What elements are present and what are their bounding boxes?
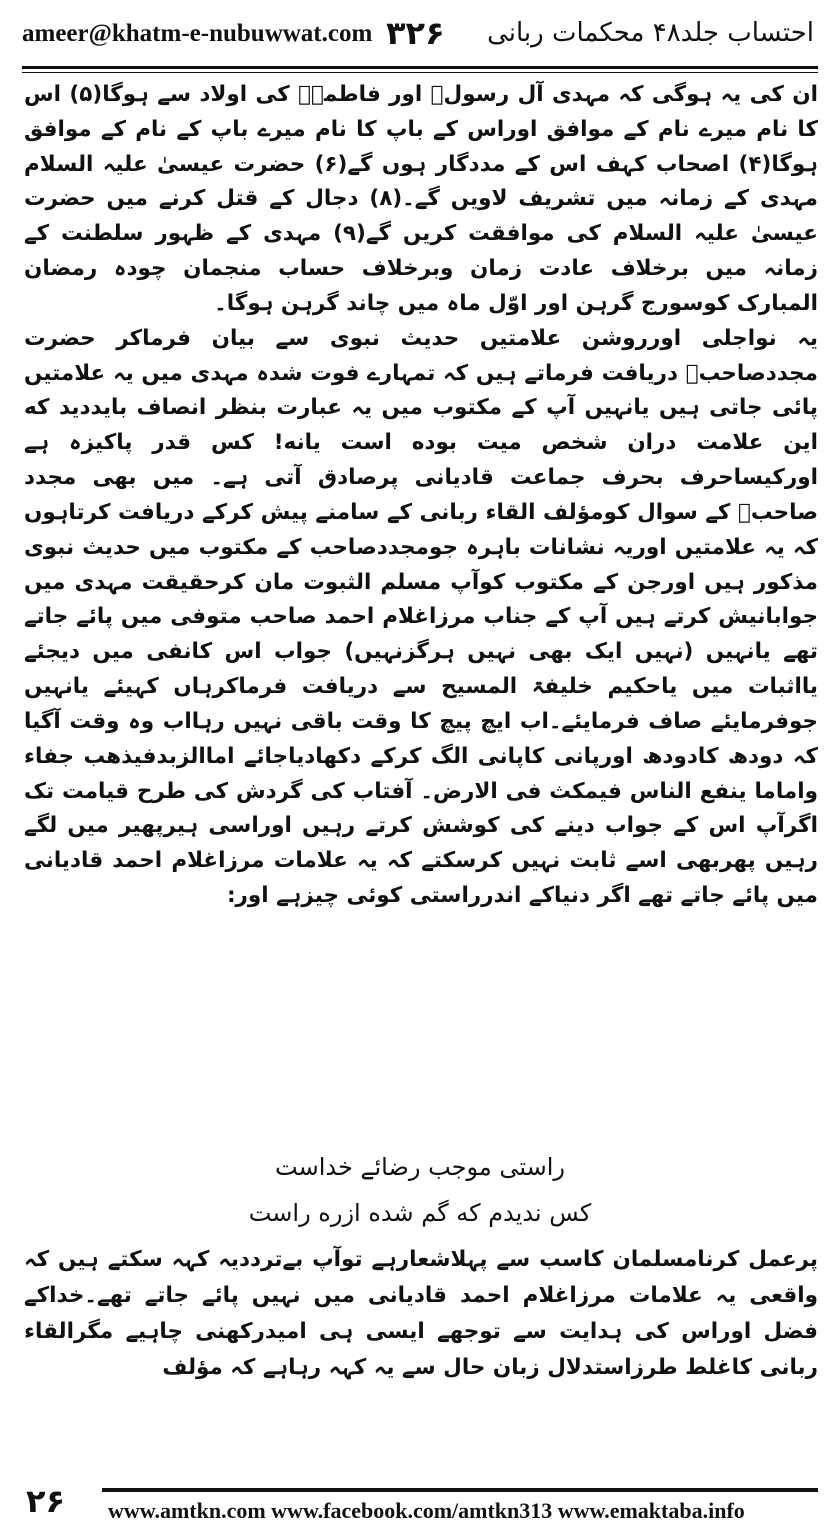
verse-couplet [0,1144,840,1236]
header-book-title: احتساب جلد۴۸ محکمات ربانی [487,18,814,48]
page-header [22,14,818,64]
header-page-number: ۳۲۶ [386,14,445,52]
paragraph-1: ان کی یہ ہوگی کہ مہدی آل رسولؐ اور فاطمہؓ کی اولاد سے ہوگا(۵) اس کا نام میرے نام کے موافق اوراس کے باپ کا نام میرے باپ کے نام کے موافق ہوگا(۴) اصحاب کہف اس کے مددگار ہوں گے(۶) حضرت عیسیٰ علیہ السلام مہدی کے زمانہ میں تشریف لاویں گے۔(۸) دجال کے قتل کرنے میں حضرت عیسیٰ علیہ السلام کی موافقت کریں گے(۹) مہدی کے ظہور سلطنت کے زمانہ میں برخلاف عادت زمان وبرخلاف حساب منجمان چودہ رمضان المبارک کوسورج گرہن اور اوّل ماہ میں چاند گرہن ہوگا۔ [24,82,818,316]
page-footer [22,1482,818,1528]
paragraph-3-text: کس قدر پاکیزہ ہے اورکیساحرف بحرف جماعت قادیانی پرصادق آتی ہے۔ میں بھی مجدد صاحبؒ کے سوال کومؤلف القاء ربانی کے سامنے پیش کرکے دریافت کرتاہوں کہ یہ علامتیں اوریہ نشانات باہرہ جومجددصاحب کے مکتوب میں حدیث نبوی مذکور ہیں اورجن کے مکتوب کوآپ مسلم الثبوت مان کرحقیقت مہدی میں جوابانیش کرتے ہیں آپ کے جناب مرزاغلام احمد صاحب متوفی میں پائے جاتے تھے یانہیں (نہیں ایک بھی نہیں ہرگزنہیں) جواب اس کانفی میں دیجئے یااثبات میں یاحکیم خلیفۃ المسیح سے دریافت فرماکرہاں کہیئے یانہیں جوفرمایئے صاف فرمایئے۔اب ایچ پیچ کا وقت باقی نہیں رہااب وہ وقت آگیا کہ دودھ کادودھ اورپانی کاپانی الگ کرکے دکھادیاجائے [24,430,818,769]
footer-rule [102,1488,818,1492]
paragraph-2 [24,322,818,914]
header-rule [22,66,818,69]
verse-line-1: راستی موجب رضائے خداست [275,1153,565,1181]
persian-quote: بنظر انصاف بایددید که این علامت دران شخص میت بوده است یانه! [24,395,818,456]
verse-line-2: کس ندیدم که گم شده ازره راست [248,1199,592,1227]
closing-text [24,1242,818,1386]
header-email[interactable]: ameer@khatm-e-nubuwwat.com [22,20,373,47]
main-text [24,78,818,914]
paragraph-2-text: یہ نواجلی اورروشن علامتیں حدیث نبوی سے بیان فرماکر حضرت مجددصاحبؒ دریافت فرماتے ہیں کہ تمہارے فوت شدہ مہدی میں یہ علامتیں پائی جاتی ہیں یانہیں آپ کے مکتوب میں یہ عبارت [24,325,818,421]
arabic-quote: اماالزبدفیذهب جفاء واماما ینفع الناس فیمکث فی الارض۔ [24,743,818,804]
header-rule-thin [22,72,818,73]
footer-page-number: ۲۶ [26,1482,66,1520]
closing-paragraph: پرعمل کرنامسلمان کاسب سے پہلاشعارہے توآپ بےترددیہ کہہ سکتے ہیں کہ واقعی یہ علامات مرزاغلام احمد قادیانی میں نہیں پائے جاتے تھے۔خداکے فضل اوراس کی ہدایت سے توجھے ایسی ہی امیدرکھنی چاہیے مگرالقاء ربانی کاغلط طرزاستدلال زبان حال سے یہ کہہ رہاہے کہ مؤلف [24,1247,818,1381]
footer-links[interactable]: www.amtkn.com www.facebook.com/amtkn313 www.emaktaba.info [108,1498,745,1523]
paragraph-4-text: آفتاب کی گردش کی طرح قیامت تک اگرآپ اس کے جواب دینے کی کوشش کرتے رہیں اوراسی ہیرپھیر میں لگے رہیں پھربھی اسے ثابت نہیں کرسکتے کہ یہ علامات مرزاغلام احمد قادیانی میں پائے جاتے تھے اگر دنیاکے اندرراستی کوئی چیزہے اور: [24,778,818,909]
